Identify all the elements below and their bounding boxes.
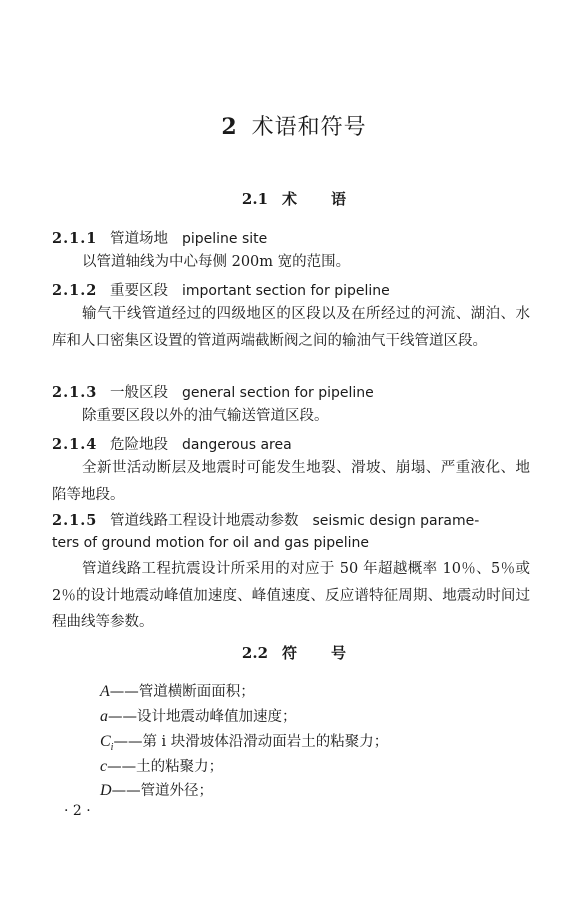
symbol-entry — [100, 680, 255, 701]
symbol-description: ——土的粘聚力； — [107, 759, 224, 775]
term-english: important section for pipeline — [182, 283, 390, 299]
symbol-letter: A — [100, 683, 110, 700]
term-definition: 全新世活动断层及地震时可能发生地裂、滑坡、崩塌、严重液化、地陷等地段。 — [52, 460, 530, 503]
term-heading — [52, 509, 479, 530]
term-number: 2.1.1 — [52, 230, 98, 247]
term-chinese: 危险地段 — [110, 437, 168, 453]
term-number: 2.1.3 — [52, 384, 98, 401]
term-chinese: 重要区段 — [110, 283, 168, 299]
term-chinese: 一般区段 — [110, 385, 168, 401]
term-heading — [52, 433, 292, 454]
chapter-number: 2 — [221, 114, 238, 140]
term-chinese: 管道场地 — [110, 231, 168, 247]
symbol-letter: D — [100, 782, 112, 799]
term-number: 2.1.5 — [52, 512, 98, 529]
term-english: pipeline site — [182, 231, 268, 247]
symbol-entry — [100, 705, 297, 726]
chapter-title-text: 术语和符号 — [251, 115, 367, 140]
term-definition: 输气干线管道经过的四级地区的区段以及在所经过的河流、湖泊、水库和人口密集区设置的管道两端截断阀之间的输油气干线管道区段。 — [52, 306, 530, 349]
section-heading-terms — [0, 188, 588, 209]
term-heading — [52, 279, 390, 300]
term-definition: 除重要区段以外的油气输送管道区段。 — [82, 408, 329, 424]
term-definition: 以管道轴线为中心每侧 200m 宽的范围。 — [82, 254, 351, 270]
symbol-subscript: i — [110, 742, 114, 754]
symbol-description: ——设计地震动峰值加速度； — [108, 709, 297, 725]
symbol-letter — [100, 733, 114, 754]
page-number: · 2 · — [64, 803, 91, 819]
term-english: dangerous area — [182, 437, 292, 453]
symbol-entry — [100, 779, 213, 800]
section-title-part: 语 — [331, 190, 347, 208]
term-heading — [52, 227, 267, 248]
section-number: 2.2 — [241, 644, 269, 662]
term-number: 2.1.4 — [52, 436, 98, 453]
symbol-entry — [100, 730, 388, 753]
section-title-part: 号 — [331, 644, 347, 662]
section-title-part: 术 — [282, 190, 298, 208]
term-chinese: 管道线路工程设计地震动参数 — [110, 513, 299, 529]
symbol-description: ——第 i 块滑坡体沿滑动面岩土的粘聚力； — [113, 734, 389, 750]
symbol-letter-base: C — [100, 733, 111, 750]
section-heading-symbols — [0, 642, 588, 663]
term-number: 2.1.2 — [52, 282, 98, 299]
symbol-letter: a — [100, 708, 108, 725]
section-title-part: 符 — [282, 644, 298, 662]
symbol-description: ——管道外径； — [111, 783, 214, 799]
term-english-continued: ters of ground motion for oil and gas pipeline — [52, 535, 370, 551]
term-definition: 管道线路工程抗震设计所采用的对应于 50 年超越概率 10％、5％或 2％的设计地震动峰值加速度、峰值速度、反应谱特征周期、地震动时间过程曲线等参数。 — [52, 561, 530, 630]
term-heading — [52, 381, 374, 402]
section-number: 2.1 — [241, 190, 269, 208]
symbol-entry — [100, 755, 223, 776]
symbol-letter: c — [100, 758, 108, 775]
chapter-title — [0, 110, 588, 141]
term-english: seismic design parame- — [312, 513, 480, 529]
symbol-description: ——管道横断面面积； — [109, 684, 255, 700]
term-english: general section for pipeline — [182, 385, 374, 401]
